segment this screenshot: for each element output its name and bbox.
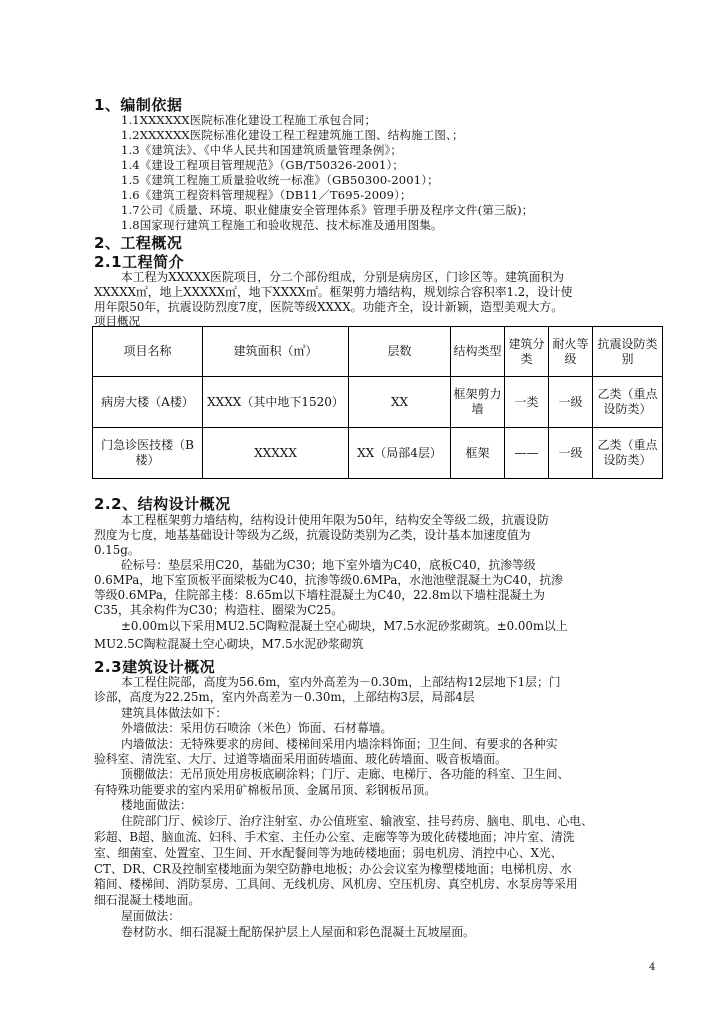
architecture-line: CT、DR、CR及控制室楼地面为架空防静电地板；办公会议室为橡塑楼地面；电梯机房、水 (94, 862, 572, 876)
basis-item: 1.5《建筑工程施工质量验收统一标准》（GB50300-2001）； (121, 173, 439, 187)
table-cell: 框架 (451, 428, 505, 479)
table-cell: 一级 (549, 377, 593, 428)
architecture-line: 验科室、清洗室、大厅、过道等墙面采用面砖墙面、玻化砖墙面、吸音板墙面。 (94, 752, 507, 766)
table-header-cell: 建筑分类 (505, 327, 549, 377)
section-2-heading: 2、工程概况 (94, 234, 183, 252)
table-cell: 乙类（重点设防类） (593, 428, 663, 479)
architecture-line: 楼地面做法： (121, 798, 192, 812)
table-cell: 一级 (549, 428, 593, 479)
table-row (93, 428, 663, 479)
table-cell: —— (505, 428, 549, 479)
architecture-line: 住院部门厅、候诊厅、治疗注射室、办公值班室、输液室、挂号药房、脑电、肌电、心电、 (121, 814, 593, 828)
structure-line: 砼标号：垫层采用C20，基础为C30；地下室外墙为C40，底板C40，抗渗等级 (121, 558, 536, 572)
structure-line: MU2.5C陶粒混凝土空心砌块，M7.5水泥砂浆砌筑 (94, 637, 364, 651)
basis-item: 1.2XXXXXX医院标准化建设工程工程建筑施工图、结构施工图、； (121, 128, 464, 142)
structure-line: 0.15g。 (94, 543, 140, 557)
architecture-line: 室、细菌室、处置室、卫生间、开水配餐间等为地砖楼地面；弱电机房、消控中心、X光、 (94, 846, 563, 860)
intro-line: 本工程为XXXXX医院项目，分二个部份组成，分别是病房区，门诊区等。建筑面积为 (121, 270, 565, 284)
intro-line: 用年限50年，抗震设防烈度7度，医院等级XXXX。功能齐全，设计新颖，造型美观大方。 (94, 300, 564, 314)
architecture-line: 本工程住院部，高度为56.6m，室内外高差为－0.30m，上部结构12层地下1层；门 (121, 675, 561, 689)
table-cell: XXXXX (203, 428, 349, 479)
table-cell: 一类 (505, 377, 549, 428)
basis-item: 1.1XXXXXX医院标准化建设工程施工承包合同； (121, 113, 377, 127)
architecture-line: 有特殊功能要求的室内采用矿棉板吊顶、金属吊顶、彩钢板吊顶。 (94, 783, 437, 797)
architecture-line: 外墙做法：采用仿石喷涂（米色）饰面、石材幕墙。 (121, 721, 393, 735)
table-row (93, 377, 663, 428)
basis-item: 1.4《建设工程项目管理规范》（GB/T50326-2001）； (121, 158, 405, 172)
page-number: 4 (649, 962, 656, 973)
section-1-heading: 1、编制依据 (94, 96, 183, 114)
structure-line: ±0.00m以下采用MU2.5C陶粒混凝土空心砌块，M7.5水泥砂浆砌筑。±0.00m以上 (121, 619, 568, 633)
section-2-2-heading: 2.2、结构设计概况 (94, 495, 231, 513)
table-header-cell: 耐火等级 (549, 327, 593, 377)
architecture-line: 箱间、楼梯间、消防泵房、工具间、无线机房、风机房、空压机房、真空机房、水泵房等采用 (94, 877, 578, 891)
structure-line: 本工程框架剪力墙结构，结构设计使用年限为50年，结构安全等级二级，抗震设防 (121, 513, 549, 527)
structure-line: 等级0.6MPa，住院部主楼：8.65m以下墙柱混凝土为C40，22.8m以下墙柱混凝土为 (94, 588, 545, 602)
table-header-cell: 项目名称 (93, 327, 203, 377)
architecture-line: 内墙做法：无特殊要求的房间、楼梯间采用内墙涂料饰面；卫生间、有要求的各种实 (121, 737, 558, 751)
basis-item: 1.7公司《质量、环境、职业健康安全管理体系》管理手册及程序文件(第三版)； (121, 203, 534, 217)
basis-item: 1.8国家现行建筑工程施工和验收规范、技术标准及通用图集。 (121, 218, 443, 232)
intro-line: XXXXX㎡，地上XXXXX㎡，地下XXXX㎡。框架剪力墙结构，规划综合容积率1.2，设计使 (94, 285, 573, 299)
table-header-row (93, 327, 663, 377)
structure-line: 0.6MPa，地下室顶板平面梁板为C40，抗渗等级0.6MPa，水池池壁混凝土为C40，抗渗 (94, 573, 563, 587)
structure-line: C35，其余构件为C30；构造柱、圈梁为C25。 (94, 603, 344, 617)
table-header-cell: 层数 (349, 327, 451, 377)
table-cell: 乙类（重点设防类） (593, 377, 663, 428)
table-caption: 项目概况 (94, 314, 140, 328)
table-cell: 病房大楼（A楼） (93, 377, 203, 428)
table-cell: XX (349, 377, 451, 428)
structure-line: 烈度为七度，地基基础设计等级为乙级，抗震设防类别为乙类，设计基本加速度值为 (94, 528, 531, 542)
architecture-line: 诊部，高度为22.25m，室内外高差为－0.30m，上部结构3层，局部4层 (94, 690, 475, 704)
table-cell: 门急诊医技楼（B楼） (93, 428, 203, 479)
project-overview-table (92, 326, 663, 479)
table-header-cell: 抗震设防类别 (593, 327, 663, 377)
table-cell: XX（局部4层） (349, 428, 451, 479)
section-2-3-heading: 2.3建筑设计概况 (94, 658, 216, 676)
architecture-line: 顶棚做法：无吊顶处用房板底刷涂料；门厅、走廊、电梯厅、各功能的科室、卫生间、 (121, 767, 570, 781)
architecture-line: 屋面做法： (121, 909, 180, 923)
table-header-cell: 结构类型 (451, 327, 505, 377)
architecture-line: 卷材防水、细石混凝土配筋保护层上人屋面和彩色混凝土瓦坡屋面。 (121, 925, 475, 939)
basis-item: 1.3《建筑法》、《中华人民共和国建筑质量管理条例》； (121, 143, 403, 157)
table-header-cell: 建筑面积（㎡） (203, 327, 349, 377)
table-cell: XXXX（其中地下1520） (203, 377, 349, 428)
architecture-line: 彩超、B超、脑血流、妇科、手术室、主任办公室、走廊等等为玻化砖楼地面；冲片室、清洗 (94, 830, 575, 844)
section-2-1-heading: 2.1工程简介 (94, 253, 185, 271)
architecture-line: 建筑具体做法如下： (121, 706, 228, 720)
architecture-line: 细石混凝土楼地面。 (94, 893, 201, 907)
basis-item: 1.6《建筑工程资料管理规程》（DB11／T695-2009）； (121, 188, 412, 202)
table-cell: 框架剪力墙 (451, 377, 505, 428)
